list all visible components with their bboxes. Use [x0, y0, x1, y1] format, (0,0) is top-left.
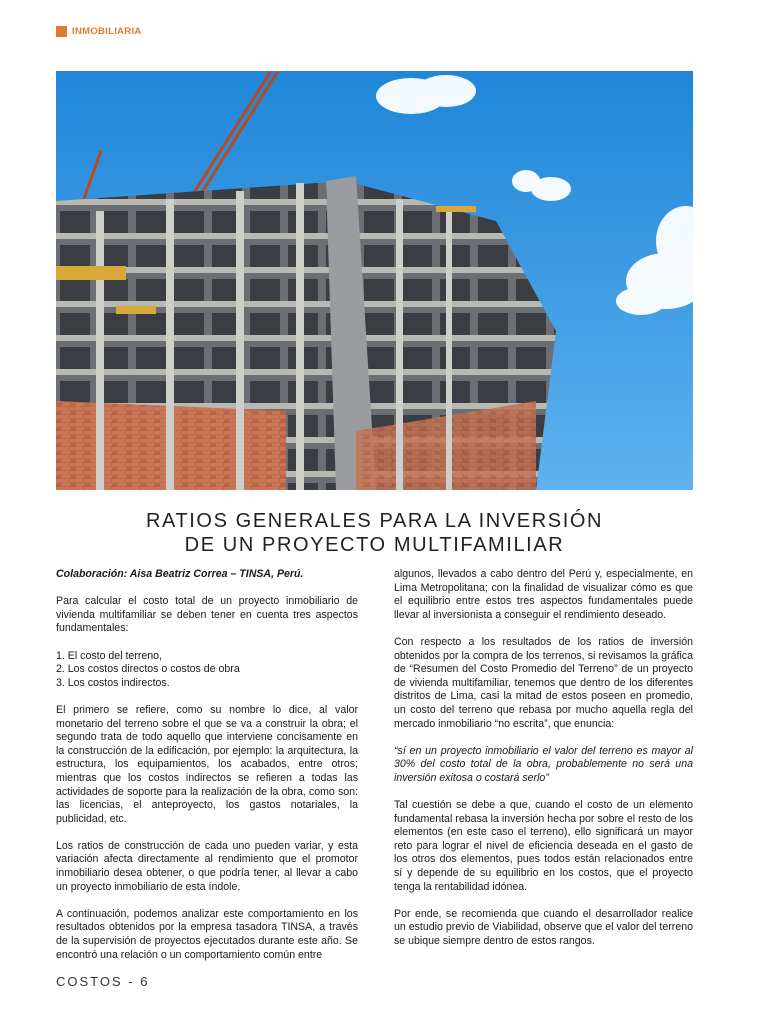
paragraph: A continuación, podemos analizar este comportamiento en los resultados obtenidos por la empresa tasadora TINSA, a través de la supervisión de proyectos ejecutados durante este año. Se encontró una relación o un comportamiento común entre — [56, 907, 358, 961]
paragraph: Tal cuestión se debe a que, cuando el costo de un elemento fundamental rebasa la inversión hecha por sobre el resto de los elementos (en este caso el terreno), ello significará un mayor reto para lograr el nivel de eficiencia deseada en el gasto de los otros dos elementos, pues todos están relacionados entre sí y depende de su equilibrio en los costos, que el proyecto tenga la rentabilidad idónea. — [394, 799, 693, 893]
paragraph: El primero se refiere, como su nombre lo dice, al valor monetario del terreno sobre el que se va a construir la obra; el segundo trata de todo aquello que interviene concisamente en la construcción de la edificación, por ejemplo: la arquitectura, la estructura, los equipamientos, los acabados, entre otros; mientras que los costos indirectos se refieren a todas las actividades de soporte para la realización de la obra, como son: las licencias, el anteproyecto, los gastos notariales, la publicidad, etc. — [56, 703, 358, 825]
title-line-2: DE UN PROYECTO MULTIFAMILIAR — [184, 534, 565, 556]
paragraph: Los ratios de construcción de cada uno pueden variar, y esta variación afecta directamente al rendimiento que el promotor inmobiliario desea obtener, o que podría tener, al llevar a cabo un proyecto inmobiliario de esta índole. — [56, 839, 358, 893]
article-title — [56, 509, 693, 557]
column-right — [394, 568, 693, 962]
paragraph: Para calcular el costo total de un proyecto inmobiliario de vivienda multifamiliar se deben tener en cuenta tres aspectos fundamentales: — [56, 595, 358, 635]
title-line-1: RATIOS GENERALES PARA LA INVERSIÓN — [145, 510, 604, 532]
paragraph: Por ende, se recomienda que cuando el desarrollador realice un estudio previo de Viabilidad, observe que el valor del terreno se ubique siempre dentro de estos rangos. — [394, 907, 693, 948]
hero-photo — [56, 71, 693, 490]
paragraph: algunos, llevados a cabo dentro del Perú y, especialmente, en Lima Metropolitana; con la finalidad de visualizar cómo es que el equilibrio entre estos tres aspectos fundamentales puede llevar al inversionista a conseguir el rendimiento deseado. — [394, 568, 693, 621]
list-item: 3. Los costos indirectos. — [56, 676, 170, 689]
pull-quote: “sí en un proyecto inmobiliario el valor del terreno es mayor al 30% del costo total de la obra, probablemente no será una inversión exitosa o costará serlo” — [394, 744, 693, 784]
section-tag — [56, 26, 142, 37]
paragraph: Con respecto a los resultados de los ratios de inversión obtenidos por la compra de los terrenos, si revisamos la gráfica de “Resumen del Costo Promedio del Terreno” de un proyecto de vivienda multifamiliar, tenemos que dentro de los diferentes distritos de Lima, casi la mitad de estos poseen en promedio, un costo del terreno que rebasa por mucho aquella regla del mercado inmobiliario “no escrita”, que enuncia: — [394, 635, 693, 730]
building-construction-illustration — [56, 71, 693, 490]
page-folio: COSTOS - 6 — [56, 974, 150, 989]
list-item: 1. El costo del terreno, — [56, 649, 162, 662]
aspects-list — [56, 650, 358, 691]
list-item: 2. Los costos directos o costos de obra — [56, 663, 240, 676]
collaboration-credit: Colaboración: Aisa Beatriz Correa – TINSA, Perú. — [56, 568, 304, 580]
section-square-icon — [56, 26, 67, 37]
section-label: INMOBILIARIA — [72, 26, 142, 37]
column-left — [56, 568, 358, 976]
